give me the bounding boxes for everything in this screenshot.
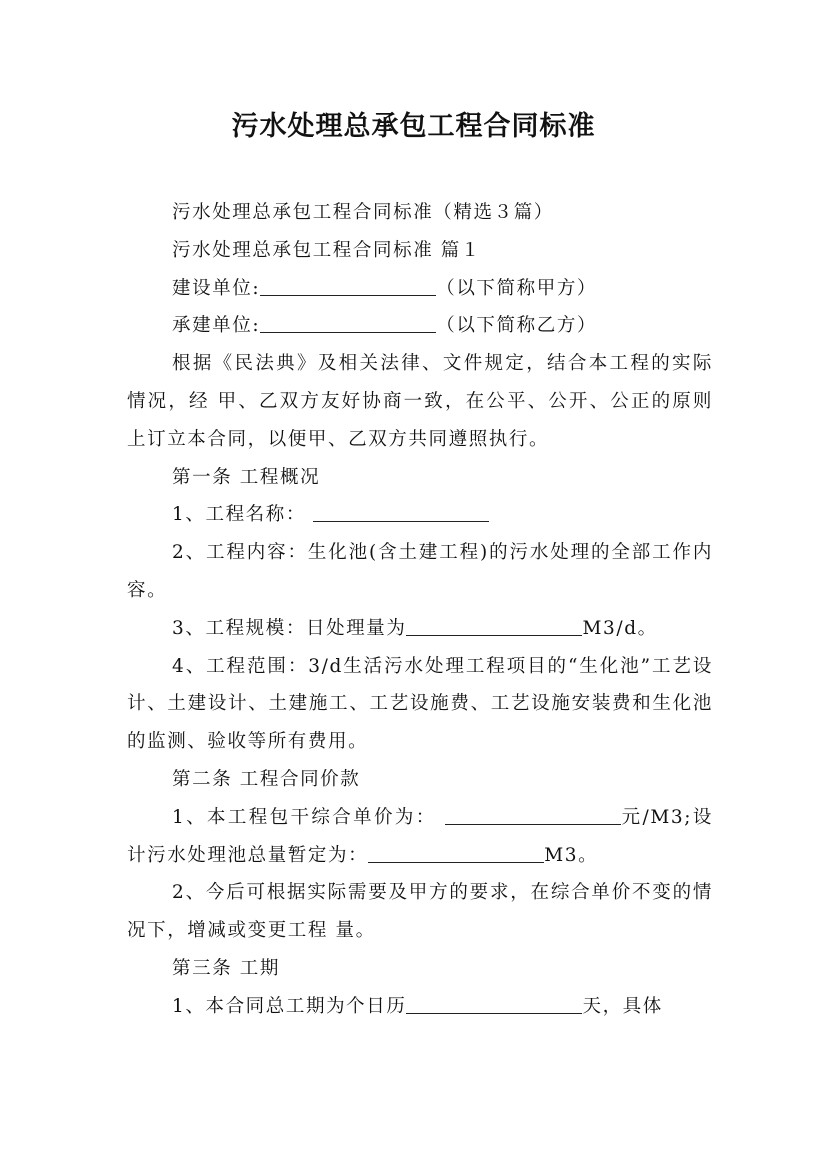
project-name-label: 1、工程名称：: [172, 504, 314, 526]
project-scale-suffix: M3/d。: [582, 617, 658, 639]
unit-price-mid: 元/M3;设计污水处理池总量暂定为：: [127, 806, 713, 866]
party-a-line: [127, 270, 713, 308]
total-volume-blank: [368, 843, 544, 863]
document-body: [127, 194, 713, 1026]
duration-suffix: 天，具体: [582, 995, 663, 1017]
party-b-blank: [260, 314, 436, 334]
party-b-suffix: （以下简称乙方）: [436, 315, 598, 337]
intro-paragraph: 根据《民法典》及相关法律、文件规定，结合本工程的实际情况，经 甲、乙双方友好协商一致，在公平、公开、公正的原则上订立本合同，以便甲、乙双方共同遵照执行。: [127, 353, 713, 450]
total-volume-suffix: M3。: [544, 844, 599, 866]
project-scale-line: [127, 610, 713, 648]
subtitle-line: 污水处理总承包工程合同标准（精选３篇）: [172, 202, 554, 223]
project-scope-paragraph: 4、工程范围：3/d生活污水处理工程项目的“生化池”工艺设计、土建设计、土建施工、工艺设施费、工艺设施安装费和生化池的监测、验收等所有费用。: [127, 655, 713, 753]
article-2-heading: 第二条 工程合同价款: [172, 768, 361, 790]
article-3-heading: 第三条 工期: [172, 957, 280, 979]
duration-blank: [406, 994, 582, 1014]
party-b-label: 承建单位:: [172, 315, 261, 337]
article-1-heading: 第一条 工程概况: [172, 466, 321, 488]
document-title: 污水处理总承包工程合同标准: [231, 111, 596, 142]
duration-label: 1、本合同总工期为个日历: [172, 995, 407, 1017]
project-name-blank: [313, 503, 489, 523]
party-b-line: [127, 307, 713, 345]
unit-price-label: 1、本工程包干综合单价为：: [172, 806, 445, 828]
project-name-line: [127, 496, 713, 534]
change-paragraph: 2、今后可根据实际需要及甲方的要求，在综合单价不变的情况下，增减或变更工程 量。: [127, 882, 713, 942]
project-content-paragraph: 2、工程内容：生化池(含土建工程)的污水处理的全部工作内容。: [127, 542, 713, 601]
project-scale-blank: [406, 616, 582, 636]
duration-line: [127, 988, 713, 1026]
party-a-label: 建设单位:: [172, 277, 261, 299]
unit-price-blank: [445, 805, 621, 825]
party-a-suffix: （以下简称甲方）: [436, 277, 598, 299]
section-heading-1: 污水处理总承包工程合同标准 篇１: [172, 239, 481, 261]
unit-price-paragraph: [127, 799, 713, 875]
party-a-blank: [260, 276, 436, 296]
project-scale-label: 3、工程规模：日处理量为: [172, 617, 407, 639]
